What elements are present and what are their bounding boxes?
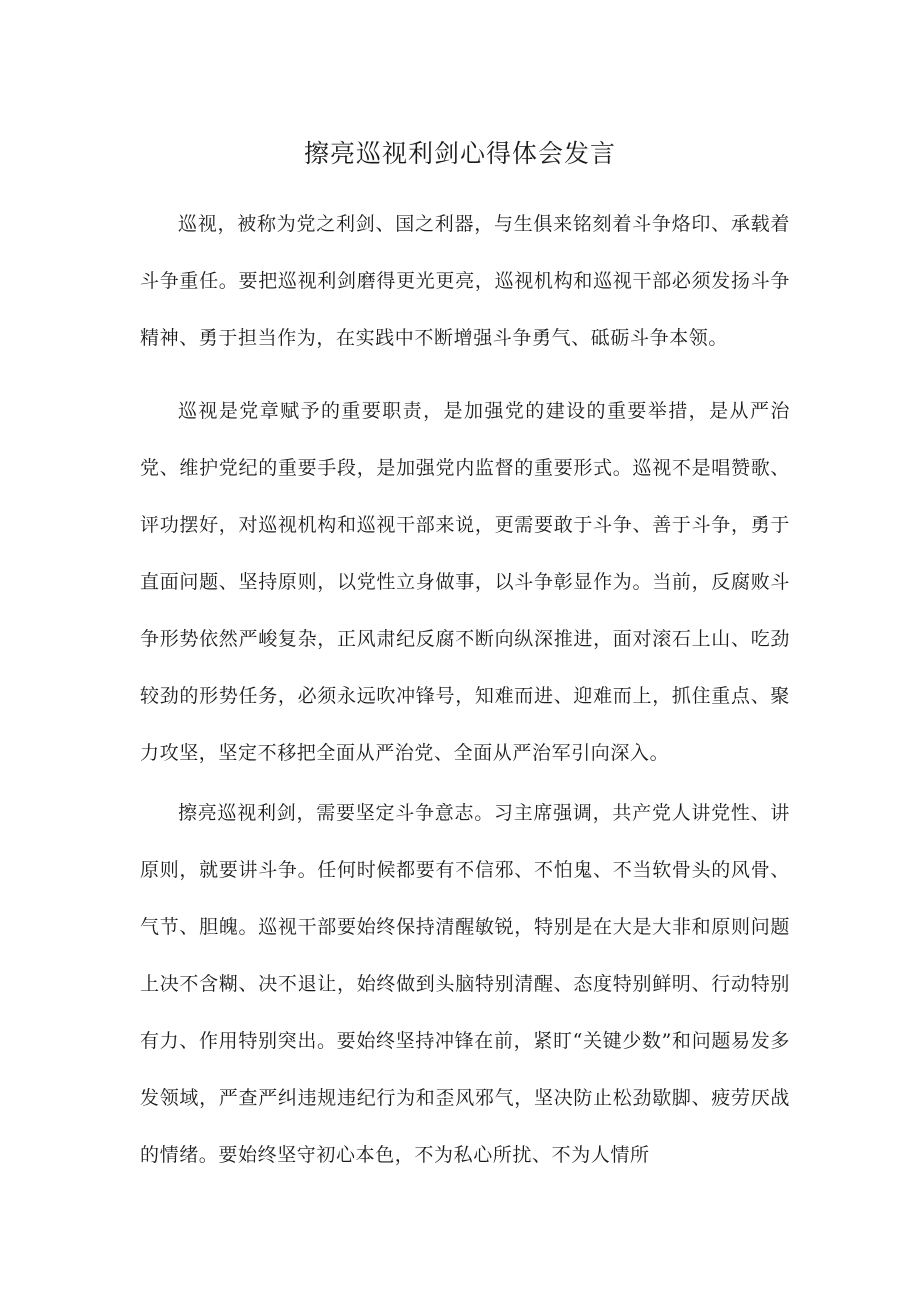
paragraph-2: 巡视是党章赋予的重要职责，是加强党的建设的重要举措，是从严治党、维护党纪的重要手段，是加强党内监督的重要形式。巡视不是唱赞歌、评功摆好，对巡视机构和巡视干部来说，更需要敢于斗争、善于斗争，勇于直面问题、坚持原则，以党性立身做事，以斗争彰显作为。当前，反腐败斗争形势依然严峻复杂，正风肃纪反腐不断向纵深推进，面对滚石上山、吃劲较劲的形势任务，必须永远吹冲锋号，知难而进、迎难而上，抓住重点、聚力攻坚，坚定不移把全面从严治党、全面从严治军引向深入。 — [140, 400, 790, 764]
paragraph-1: 巡视，被称为党之利剑、国之利器，与生俱来铭刻着斗争烙印、承载着斗争重任。要把巡视利剑磨得更光更亮，巡视机构和巡视干部必须发扬斗争精神、勇于担当作为，在实践中不断增强斗争勇气、砥砺斗争本领。 — [140, 213, 790, 349]
document-title: 擦亮巡视利剑心得体会发言 — [303, 139, 616, 168]
paragraph-3: 擦亮巡视利剑，需要坚定斗争意志。习主席强调，共产党人讲党性、讲原则，就要讲斗争。任何时候都要有不信邪、不怕鬼、不当软骨头的风骨、气节、胆魄。巡视干部要始终保持清醒敏锐，特别是在大是大非和原则问题上决不含糊、决不退让，始终做到头脑特别清醒、态度特别鲜明、行动特别有力、作用特别突出。要始终坚持冲锋在前，紧盯“关键少数”和问题易发多发领域，严查严纠违规违纪行为和歪风邪气，坚决防止松劲歇脚、疲劳厌战的情绪。要始终坚守初心本色，不为私心所扰、不为人情所 — [140, 802, 790, 1166]
